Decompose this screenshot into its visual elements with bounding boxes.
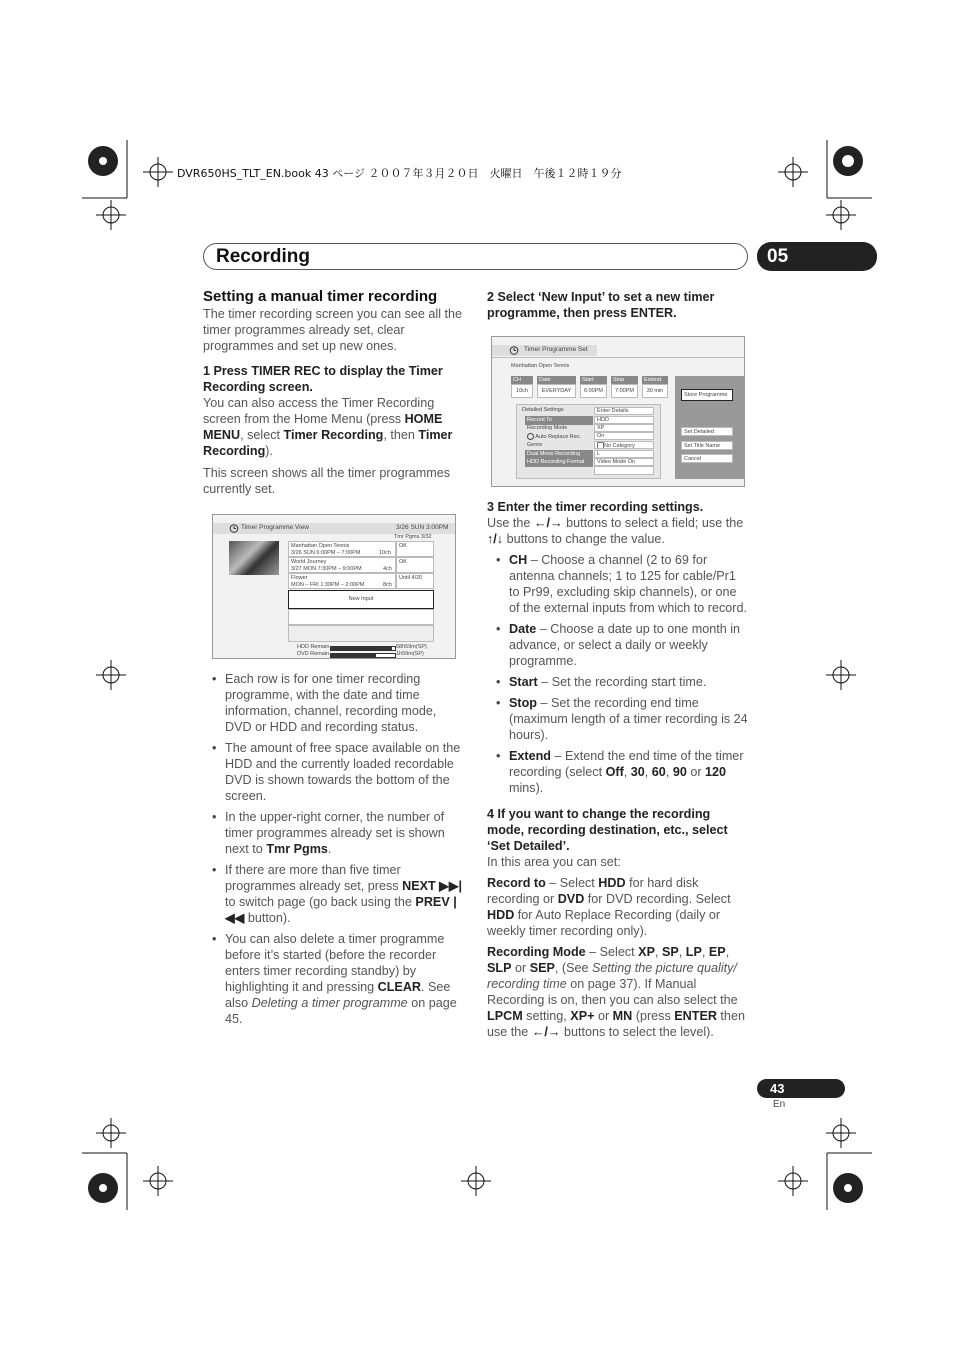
thumbnail (229, 541, 279, 575)
col-head-extend: Extend (642, 376, 668, 385)
book-filename: DVR650HS_TLT_EN.book 43 ページ ２００７年３月２０日 火曜日 午後１２時１９分 (177, 167, 622, 180)
enter-details: Enter Details (594, 407, 654, 415)
timer-programme-view-screen (212, 514, 456, 659)
label-auto-replace: Auto Replace Rec. (527, 433, 581, 441)
screen-datetime: 3/26 SUN 3:00PM (396, 524, 449, 531)
screen-title: Timer Programme Set (524, 346, 588, 353)
timer-row[interactable]: Manhattan Open Tennis 3/26 SUN 6:00PM – 7:00PM 10ch (288, 541, 396, 557)
right-column-body (487, 499, 749, 1040)
record-to-text: Record to – Select HDD for hard disk recording or DVD for DVD recording. Select HDD for Auto Replace Recording (daily or weekly timer recording only). (487, 876, 731, 938)
replace-icon (527, 433, 534, 440)
step-4: 4 If you want to change the recording mode, recording destination, etc., select ‘Set Detailed’. (487, 807, 728, 853)
value-auto-replace[interactable]: On (594, 432, 654, 440)
screen-title-bar (213, 523, 455, 534)
label-record-to: Record To (525, 416, 593, 425)
hdd-remain-bar (330, 646, 396, 651)
bullet-delete: • You can also delete a timer programme before it’s started (before the recorder enters timer recording standby) by highlighting it and pressing CLEAR. See also Deleting a timer programme on page 45. (203, 931, 465, 1027)
cancel-button[interactable]: Cancel (681, 454, 733, 463)
set-detailed-button[interactable]: Set Detailed (681, 427, 733, 436)
field-start[interactable]: 6:00PM (580, 384, 607, 398)
detailed-settings-heading: Detailed Settings (522, 407, 564, 413)
timer-row-status: OK (396, 541, 434, 557)
section-title: Recording (216, 246, 310, 267)
step-1-text-2: This screen shows all the timer programmes currently set. (203, 466, 451, 496)
label-dual-mono: Dual Mono Recording (525, 450, 593, 459)
step-3-text: Use the ←/→ buttons to select a field; use the ↑/↓ buttons to change the value. (487, 516, 744, 546)
label-genre: Genre (527, 442, 543, 448)
set-title-name-button[interactable]: Set Title Name (681, 441, 733, 450)
step-2: 2 Select ‘New Input’ to set a new timer programme, then press ENTER. (487, 290, 715, 320)
col-head-stop: Stop (611, 376, 638, 385)
recording-mode-text: Recording Mode – Select XP, SP, LP, EP, SLP or SEP, (See Setting the picture quality/ recording time on page 37). If Manual Recording is on, then you can also select the LPCM setting, XP+ or MN (press ENTER then use the ←/→ buttons to select the level). (487, 945, 745, 1039)
hdd-remain-value: 58h59m(SP) (396, 644, 427, 650)
step-3: 3 Enter the timer recording settings. (487, 500, 704, 514)
value-hdd-format[interactable]: Video Mode On (594, 458, 654, 466)
timer-row[interactable]: Flower MON – FRI 1:30PM – 2:00PM 8ch (288, 573, 396, 589)
value-genre[interactable]: No Category (594, 441, 654, 449)
empty-value (594, 466, 654, 475)
timer-row[interactable]: World Journey 3/27 MON 7:30PM – 9:00PM 4ch (288, 557, 396, 573)
item-ch: • CH – Choose a channel (2 to 69 for antenna channels; 1 to 125 for cable/Pr1 to Pr99, excluding skip channels), or one of the external inputs from which to record. (487, 552, 749, 616)
empty-row[interactable] (288, 625, 434, 642)
page-language: En (773, 1099, 786, 1110)
col-head-start: Start (580, 376, 607, 385)
value-record-to[interactable]: HDD (594, 416, 654, 424)
step-2-block (487, 289, 749, 321)
page-number: 43 (757, 1079, 845, 1098)
value-recording-mode[interactable]: XP (594, 424, 654, 432)
bullet-rows: • Each row is for one timer recording programme, with the date and time information, channel, recording mode, DVD or HDD and recording status. (203, 671, 465, 735)
col-head-ch: CH (511, 376, 533, 385)
step-4-text: In this area you can set: (487, 855, 621, 869)
screen-title-bar (492, 345, 597, 356)
label-recording-mode: Recording Mode (527, 425, 568, 431)
dvd-remain-value: 1h59m(SP) (396, 651, 424, 657)
step-1: 1 Press TIMER REC to display the Timer Recording screen. (203, 364, 443, 394)
tmr-pgms: Tmr Pgms 3/32 (394, 534, 432, 540)
hdd-remain-label: HDD Remain (297, 644, 330, 650)
timer-row-status: OK (396, 557, 434, 573)
field-date[interactable]: EVERYDAY (537, 384, 576, 398)
chapter-number: 05 (757, 242, 877, 271)
field-ch[interactable]: 10ch (511, 384, 533, 398)
timer-row-status: Until 4/20 (396, 573, 434, 589)
bullet-next-page: • If there are more than five timer programmes already set, press NEXT ▶▶| to switch page (go back using the PREV |◀◀ button). (203, 862, 465, 926)
item-stop: • Stop – Set the recording end time (maximum length of a timer recording is 24 hours). (487, 695, 749, 743)
dvd-remain-bar (330, 653, 396, 658)
intro-text: The timer recording screen you can see all the timer programmes already set, clear programmes and set up new ones. (203, 307, 463, 353)
clock-icon (509, 346, 519, 355)
left-bullets (203, 671, 465, 1032)
col-head-date: Date (537, 376, 576, 385)
label-hdd-format: HDD Recording Format (525, 458, 593, 467)
section-heading: Setting a manual timer recording (203, 288, 438, 305)
value-dual-mono[interactable]: L (594, 450, 654, 458)
programme-name: Manhattan Open Tennis (511, 363, 570, 369)
empty-row[interactable] (288, 609, 434, 625)
new-input-button[interactable]: New Input (288, 590, 434, 609)
bullet-free-space: • The amount of free space available on the HDD and the currently loaded recordable DVD is shown towards the bottom of the screen. (203, 740, 465, 804)
field-extend[interactable]: 30 min (642, 384, 668, 398)
step-1-text: You can also access the Timer Recording screen from the Home Menu (press HOME MENU, select Timer Recording, then Timer Recording). (203, 396, 453, 458)
bullet-tmr-pgms: • In the upper-right corner, the number of timer programmes already set is shown next to Tmr Pgms. (203, 809, 465, 857)
item-date: • Date – Choose a date up to one month in advance, or select a daily or weekly programme. (487, 621, 749, 669)
field-stop[interactable]: 7:00PM (611, 384, 638, 398)
left-column-top (203, 288, 465, 497)
clock-icon (229, 524, 239, 533)
genre-checkbox[interactable] (597, 442, 604, 449)
item-start: • Start – Set the recording start time. (487, 674, 749, 690)
item-extend: • Extend – Extend the end time of the timer recording (select Off, 30, 60, 90 or 120 mins). (487, 748, 749, 796)
store-programme-button[interactable]: Store Programme (681, 389, 733, 401)
timer-programme-set-screen (491, 336, 745, 487)
dvd-remain-label: DVD Remain (297, 651, 330, 657)
screen-title: Timer Programme View (241, 524, 309, 531)
